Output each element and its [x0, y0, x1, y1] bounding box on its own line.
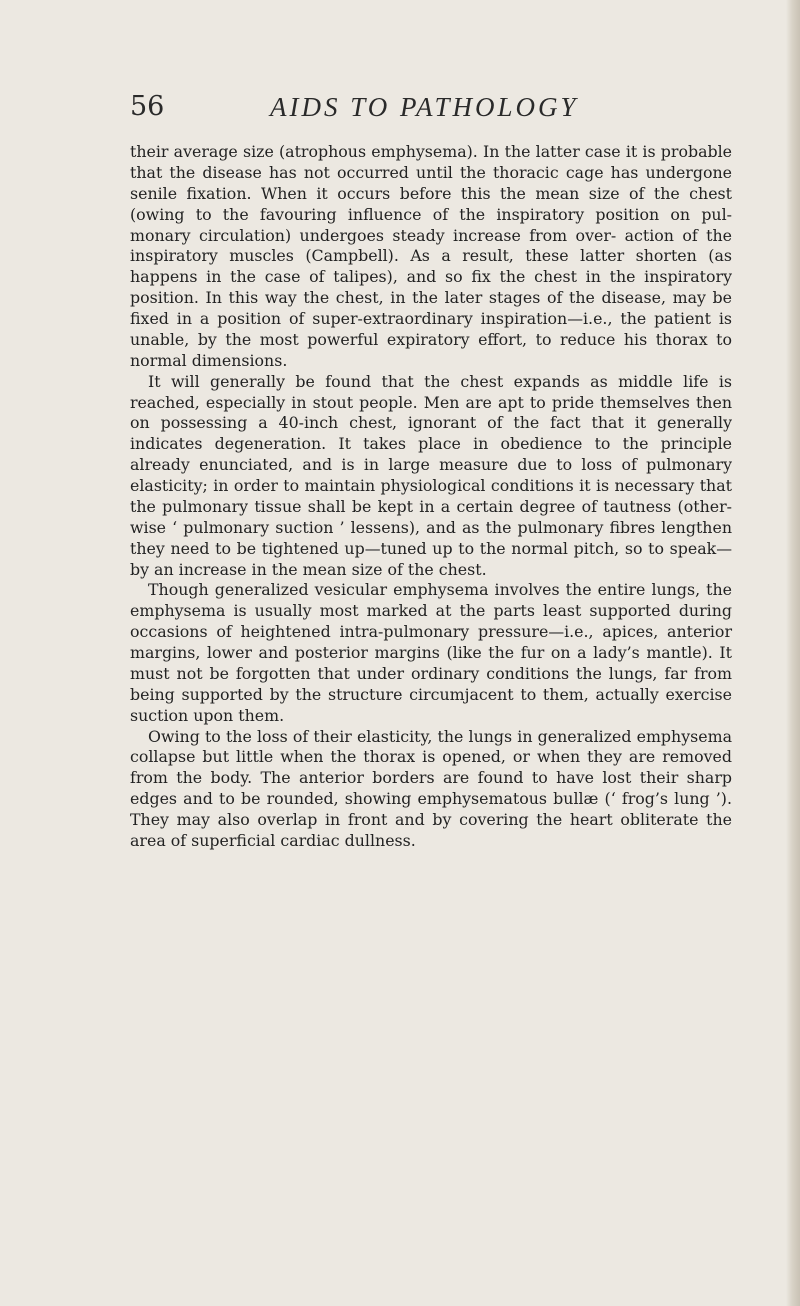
- paragraph: It will generally be found that the chest expands as middle life is reached, especially in stout people. Men are apt to pride themselves then on possessing a 40-inch chest, ignorant of the fact that it generally indicates degeneration. It takes place in obedience to the principle already enunciated, and is in large measure due to loss of pulmonary elasticity; in order to maintain physiological conditions it is necessary that the pulmonary tissue shall be kept in a certain degree of tautness (other- wise ‘ pulmonary suction ’ lessens), and as the pulmonary fibres lengthen they need to be tightened up—tuned up to the normal pitch, so to speak—by an increase in the mean size of the chest.: [130, 371, 732, 579]
- page-number: 56: [130, 91, 165, 122]
- paragraph: Owing to the loss of their elasticity, the lungs in generalized emphysema collapse but little when the thorax is opened, or when they are removed from the body. The anterior borders are found to have lost their sharp edges and to be rounded, showing emphysematous bullæ (‘ frog’s lung ’). They may also overlap in front and by covering the heart obliterate the area of superficial cardiac dullness.: [130, 726, 732, 850]
- body-text: [130, 142, 732, 852]
- paragraph: Though generalized vesicular emphysema involves the entire lungs, the emphysema is usually most marked at the parts least supported during occasions of heightened intra-pulmonary pressure—i.e., apices, anterior margins, lower and posterior margins (like the fur on a lady’s mantle). It must not be forgotten that under ordinary conditions the lungs, far from being supported by the structure circumjacent to them, actually exercise suction upon them.: [130, 580, 732, 725]
- paragraph: their average size (atrophous emphysema). In the latter case it is probable that the disease has not occurred until the thoracic cage has undergone senile fixation. When it occurs before this the mean size of the chest (owing to the favouring influence of the inspiratory position on pul- monary circulation) undergoes steady increase from over- action of the inspiratory muscles (Campbell). As a result, these latter shorten (as happens in the case of talipes), and so fix the chest in the inspiratory position. In this way the chest, in the later stages of the disease, may be fixed in a position of super-extraordinary inspiration—i.e., the patient is unable, by the most powerful expiratory effort, to reduce his thorax to normal dimensions.: [130, 142, 732, 370]
- running-head: [130, 92, 730, 132]
- page-edge-shadow: [786, 0, 800, 1306]
- running-title: AIDS TO PATHOLOGY: [270, 92, 579, 122]
